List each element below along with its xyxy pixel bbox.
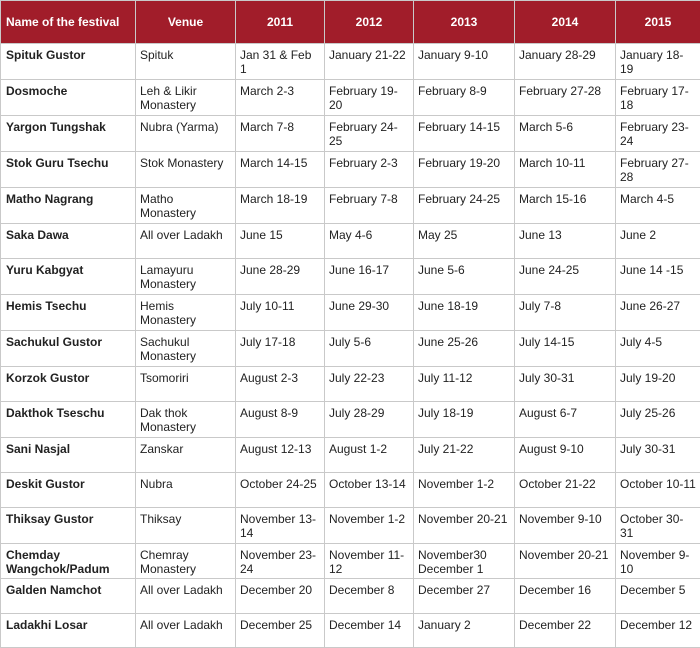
date-2015-cell: June 26-27 [616, 295, 700, 331]
header-year-2013: 2013 [414, 1, 515, 44]
header-year-2011: 2011 [236, 1, 325, 44]
date-2012-cell: December 14 [325, 614, 414, 648]
date-2012-cell: November 11-12 [325, 544, 414, 579]
table-row [1, 508, 700, 544]
date-2013-cell: February 14-15 [414, 116, 515, 152]
date-2014-cell: July 30-31 [515, 367, 616, 402]
date-2015-cell: February 17-18 [616, 80, 700, 116]
festival-name-cell: Thiksay Gustor [1, 508, 136, 544]
date-2011-cell: December 25 [236, 614, 325, 648]
date-2011-cell: October 24-25 [236, 473, 325, 508]
date-2015-cell: February 27-28 [616, 152, 700, 188]
date-2015-cell: March 4-5 [616, 188, 700, 224]
festival-name-cell: Spituk Gustor [1, 44, 136, 80]
table-row [1, 402, 700, 438]
date-2013-cell: November 1-2 [414, 473, 515, 508]
festival-name-cell: Yuru Kabgyat [1, 259, 136, 295]
date-2013-cell: November 20-21 [414, 508, 515, 544]
festival-name-cell: Galden Namchot [1, 579, 136, 614]
venue-cell: Dak thok Monastery [136, 402, 236, 438]
date-2011-cell: July 10-11 [236, 295, 325, 331]
venue-cell: Tsomoriri [136, 367, 236, 402]
festival-name-cell: Ladakhi Losar [1, 614, 136, 648]
date-2011-cell: December 20 [236, 579, 325, 614]
date-2014-cell: October 21-22 [515, 473, 616, 508]
date-2012-cell: February 7-8 [325, 188, 414, 224]
date-2012-cell: July 28-29 [325, 402, 414, 438]
header-row [1, 1, 700, 44]
date-2014-cell: June 13 [515, 224, 616, 259]
date-2014-cell: June 24-25 [515, 259, 616, 295]
date-2014-cell: December 16 [515, 579, 616, 614]
date-2013-cell: June 5-6 [414, 259, 515, 295]
date-2014-cell: August 6-7 [515, 402, 616, 438]
date-2015-cell: June 2 [616, 224, 700, 259]
date-2015-cell: July 30-31 [616, 438, 700, 473]
date-2012-cell: July 5-6 [325, 331, 414, 367]
venue-cell: Sachukul Monastery [136, 331, 236, 367]
venue-cell: Lamayuru Monastery [136, 259, 236, 295]
table-row [1, 473, 700, 508]
date-2014-cell: December 22 [515, 614, 616, 648]
date-2013-cell: February 19-20 [414, 152, 515, 188]
date-2011-cell: March 7-8 [236, 116, 325, 152]
date-2012-cell: July 22-23 [325, 367, 414, 402]
date-2011-cell: March 14-15 [236, 152, 325, 188]
festival-name-cell: Saka Dawa [1, 224, 136, 259]
header-year-2012: 2012 [325, 1, 414, 44]
header-venue: Venue [136, 1, 236, 44]
table-row [1, 224, 700, 259]
table-row [1, 367, 700, 402]
venue-cell: Thiksay [136, 508, 236, 544]
date-2013-cell: December 27 [414, 579, 515, 614]
date-2011-cell: August 8-9 [236, 402, 325, 438]
festival-name-cell: Matho Nagrang [1, 188, 136, 224]
venue-cell: Nubra [136, 473, 236, 508]
table-row [1, 188, 700, 224]
date-2015-cell: December 5 [616, 579, 700, 614]
date-2015-cell: July 25-26 [616, 402, 700, 438]
date-2013-cell: February 24-25 [414, 188, 515, 224]
venue-cell: All over Ladakh [136, 579, 236, 614]
date-2014-cell: March 10-11 [515, 152, 616, 188]
date-2011-cell: November 13-14 [236, 508, 325, 544]
venue-cell: Matho Monastery [136, 188, 236, 224]
date-2013-cell: November30 December 1 [414, 544, 515, 579]
header-year-2014: 2014 [515, 1, 616, 44]
date-2013-cell: January 9-10 [414, 44, 515, 80]
date-2015-cell: November 9-10 [616, 544, 700, 579]
festival-name-cell: Yargon Tungshak [1, 116, 136, 152]
date-2015-cell: July 4-5 [616, 331, 700, 367]
festival-name-cell: Chemday Wangchok/Padum [1, 544, 136, 579]
table-row [1, 152, 700, 188]
venue-cell: Nubra (Yarma) [136, 116, 236, 152]
date-2012-cell: January 21-22 [325, 44, 414, 80]
date-2012-cell: May 4-6 [325, 224, 414, 259]
venue-cell: Hemis Monastery [136, 295, 236, 331]
table-row [1, 295, 700, 331]
table-row [1, 544, 700, 579]
venue-cell: Chemray Monastery [136, 544, 236, 579]
table-row [1, 438, 700, 473]
date-2014-cell: March 5-6 [515, 116, 616, 152]
date-2014-cell: July 14-15 [515, 331, 616, 367]
date-2012-cell: November 1-2 [325, 508, 414, 544]
date-2014-cell: January 28-29 [515, 44, 616, 80]
date-2013-cell: July 21-22 [414, 438, 515, 473]
date-2011-cell: August 12-13 [236, 438, 325, 473]
date-2011-cell: March 2-3 [236, 80, 325, 116]
festival-name-cell: Sachukul Gustor [1, 331, 136, 367]
date-2012-cell: June 16-17 [325, 259, 414, 295]
festival-name-cell: Sani Nasjal [1, 438, 136, 473]
date-2015-cell: January 18-19 [616, 44, 700, 80]
date-2013-cell: January 2 [414, 614, 515, 648]
date-2013-cell: July 11-12 [414, 367, 515, 402]
date-2015-cell: December 12 [616, 614, 700, 648]
date-2012-cell: February 24-25 [325, 116, 414, 152]
date-2014-cell: November 9-10 [515, 508, 616, 544]
date-2013-cell: June 25-26 [414, 331, 515, 367]
table-row [1, 44, 700, 80]
venue-cell: Leh & Likir Monastery [136, 80, 236, 116]
festival-name-cell: Dosmoche [1, 80, 136, 116]
date-2012-cell: February 19-20 [325, 80, 414, 116]
date-2015-cell: October 30-31 [616, 508, 700, 544]
date-2011-cell: August 2-3 [236, 367, 325, 402]
festival-name-cell: Dakthok Tseschu [1, 402, 136, 438]
table-body [1, 44, 700, 648]
date-2011-cell: June 28-29 [236, 259, 325, 295]
venue-cell: Zanskar [136, 438, 236, 473]
date-2014-cell: February 27-28 [515, 80, 616, 116]
festival-name-cell: Stok Guru Tsechu [1, 152, 136, 188]
date-2011-cell: Jan 31 & Feb 1 [236, 44, 325, 80]
date-2014-cell: March 15-16 [515, 188, 616, 224]
festival-name-cell: Korzok Gustor [1, 367, 136, 402]
date-2015-cell: October 10-11 [616, 473, 700, 508]
date-2015-cell: July 19-20 [616, 367, 700, 402]
date-2012-cell: December 8 [325, 579, 414, 614]
date-2012-cell: October 13-14 [325, 473, 414, 508]
date-2011-cell: July 17-18 [236, 331, 325, 367]
venue-cell: All over Ladakh [136, 224, 236, 259]
date-2013-cell: February 8-9 [414, 80, 515, 116]
venue-cell: Spituk [136, 44, 236, 80]
table-row [1, 116, 700, 152]
date-2011-cell: June 15 [236, 224, 325, 259]
table-row [1, 80, 700, 116]
header-festival-name: Name of the festival [1, 1, 136, 44]
date-2015-cell: June 14 -15 [616, 259, 700, 295]
date-2013-cell: June 18-19 [414, 295, 515, 331]
date-2011-cell: November 23-24 [236, 544, 325, 579]
date-2013-cell: July 18-19 [414, 402, 515, 438]
date-2012-cell: February 2-3 [325, 152, 414, 188]
date-2012-cell: August 1-2 [325, 438, 414, 473]
table-row [1, 614, 700, 648]
date-2013-cell: May 25 [414, 224, 515, 259]
header-year-2015: 2015 [616, 1, 700, 44]
venue-cell: Stok Monastery [136, 152, 236, 188]
venue-cell: All over Ladakh [136, 614, 236, 648]
festival-name-cell: Deskit Gustor [1, 473, 136, 508]
date-2014-cell: July 7-8 [515, 295, 616, 331]
festival-name-cell: Hemis Tsechu [1, 295, 136, 331]
table-row [1, 331, 700, 367]
table-row [1, 579, 700, 614]
table-row [1, 259, 700, 295]
date-2012-cell: June 29-30 [325, 295, 414, 331]
date-2011-cell: March 18-19 [236, 188, 325, 224]
date-2015-cell: February 23-24 [616, 116, 700, 152]
date-2014-cell: November 20-21 [515, 544, 616, 579]
date-2014-cell: August 9-10 [515, 438, 616, 473]
